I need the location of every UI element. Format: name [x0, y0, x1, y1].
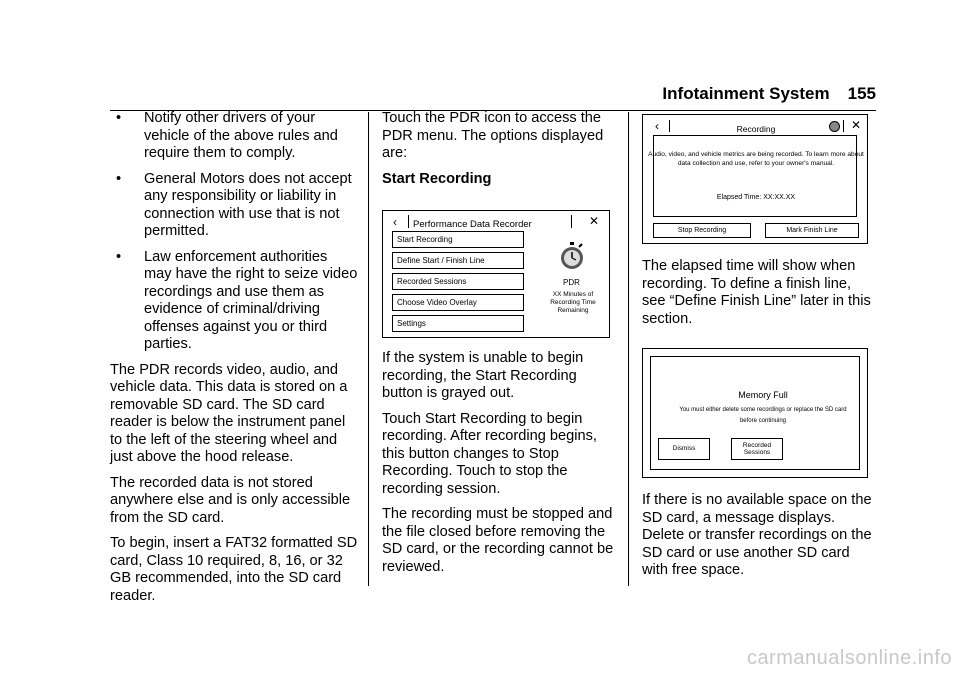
- bullet-marker: •: [116, 110, 122, 126]
- recording-message: Audio, video, and vehicle metrics are being recorded. To learn more about data collection and use, refer to your owner's manual.: [648, 151, 864, 167]
- page-number: 155: [847, 84, 876, 103]
- bullet-text: General Motors does not accept any responsibility or liability in connection with use that is not permitted.: [144, 170, 352, 239]
- video-overlay-button[interactable]: [392, 294, 524, 311]
- column-2: [382, 110, 614, 584]
- screen-title: Recording: [736, 124, 776, 134]
- title-divider: [571, 215, 572, 228]
- screen-title: Performance Data Recorder: [413, 219, 532, 230]
- title-divider: [843, 120, 844, 132]
- memory-full-dialog: [642, 348, 868, 478]
- section-title: Infotainment System: [662, 84, 830, 103]
- start-recording-button[interactable]: [392, 231, 524, 248]
- watermark: carmanualsonline.info: [746, 647, 952, 669]
- close-icon[interactable]: ✕: [851, 118, 862, 132]
- bullet-text: Notify other drivers of your vehicle of the above rules and require them to comply.: [144, 110, 338, 161]
- page-header: [662, 84, 876, 104]
- mark-finish-line-button[interactable]: [765, 223, 859, 238]
- define-finish-line-button[interactable]: [392, 252, 524, 269]
- column-1: [110, 110, 358, 613]
- close-icon[interactable]: ✕: [589, 214, 600, 228]
- record-indicator-icon: [829, 121, 840, 132]
- back-icon[interactable]: ‹: [655, 119, 659, 133]
- recorded-sessions-button[interactable]: [392, 273, 524, 290]
- dismiss-button[interactable]: [658, 438, 710, 460]
- column-3: [642, 110, 874, 588]
- button-label: Start Recording: [397, 234, 453, 244]
- column-divider: [628, 112, 629, 586]
- button-label: Define Start / Finish Line: [397, 255, 485, 265]
- paragraph: Touch Start Recording to begin recording. After recording begins, this button changes to Stop Recording. Touch to stop the recording session.: [382, 410, 597, 497]
- stopwatch-icon[interactable]: [559, 242, 585, 270]
- button-label: Recorded Sessions: [397, 276, 467, 286]
- recording-screen: [642, 114, 868, 244]
- recorded-sessions-button[interactable]: [731, 438, 783, 460]
- title-divider: [408, 215, 409, 228]
- paragraph: To begin, insert a FAT32 formatted SD card, Class 10 required, 8, 16, or 32 GB recommended, into the SD card reader.: [110, 535, 358, 604]
- bullet-text: Law enforcement authorities may have the right to seize video recordings and use them as evidence of criminal/driving offenses against you or third parties.: [144, 248, 358, 352]
- paragraph: The recording must be stopped and the file closed before removing the SD card, or the recording cannot be reviewed.: [382, 506, 614, 575]
- back-icon[interactable]: ‹: [393, 215, 397, 229]
- button-label: Choose Video Overlay: [397, 297, 477, 307]
- dialog-title: Memory Full: [738, 390, 788, 400]
- paragraph: If there is no available space on the SD card, a message displays. Delete or transfer recordings on the SD card or use another SD card with free space.: [642, 492, 872, 578]
- dialog-message: You must either delete some recordings or replace the SD card before continuing: [679, 407, 847, 424]
- time-remaining-text: XX Minutes of Recording Time Remaining: [550, 291, 596, 314]
- paragraph: The elapsed time will show when recording. To define a finish line, see “Define Finish Line” later in this section.: [642, 258, 871, 327]
- paragraph: The recorded data is not stored anywhere else and is only accessible from the SD card.: [110, 474, 351, 526]
- settings-button[interactable]: [392, 315, 524, 332]
- elapsed-time: Elapsed Time: XX:XX.XX: [716, 194, 796, 201]
- button-label: Settings: [397, 318, 426, 328]
- paragraph: The PDR records video, audio, and vehicle data. This data is stored on a removable SD card. The SD card reader is below the instrument panel to the left of the steering wheel and just above the hood release.: [110, 361, 348, 465]
- button-label: Mark Finish Line: [786, 226, 838, 234]
- paragraph: Touch the PDR icon to access the PDR menu. The options displayed are:: [382, 110, 604, 161]
- button-label: Recorded Sessions: [742, 441, 772, 456]
- pdr-icon-label: PDR: [563, 278, 580, 287]
- button-label: Dismiss: [672, 445, 696, 453]
- bullet-item: [110, 110, 358, 163]
- section-heading: Start Recording: [382, 170, 492, 187]
- bullet-item: [110, 249, 358, 354]
- bullet-item: [110, 171, 358, 241]
- bullet-marker: •: [116, 248, 122, 265]
- button-label: Stop Recording: [677, 226, 727, 234]
- paragraph: If the system is unable to begin recording, the Start Recording button is grayed out.: [382, 350, 584, 401]
- bullet-marker: •: [116, 170, 122, 187]
- pdr-menu-screen: [382, 210, 610, 338]
- column-divider: [368, 112, 369, 586]
- stop-recording-button[interactable]: [653, 223, 751, 238]
